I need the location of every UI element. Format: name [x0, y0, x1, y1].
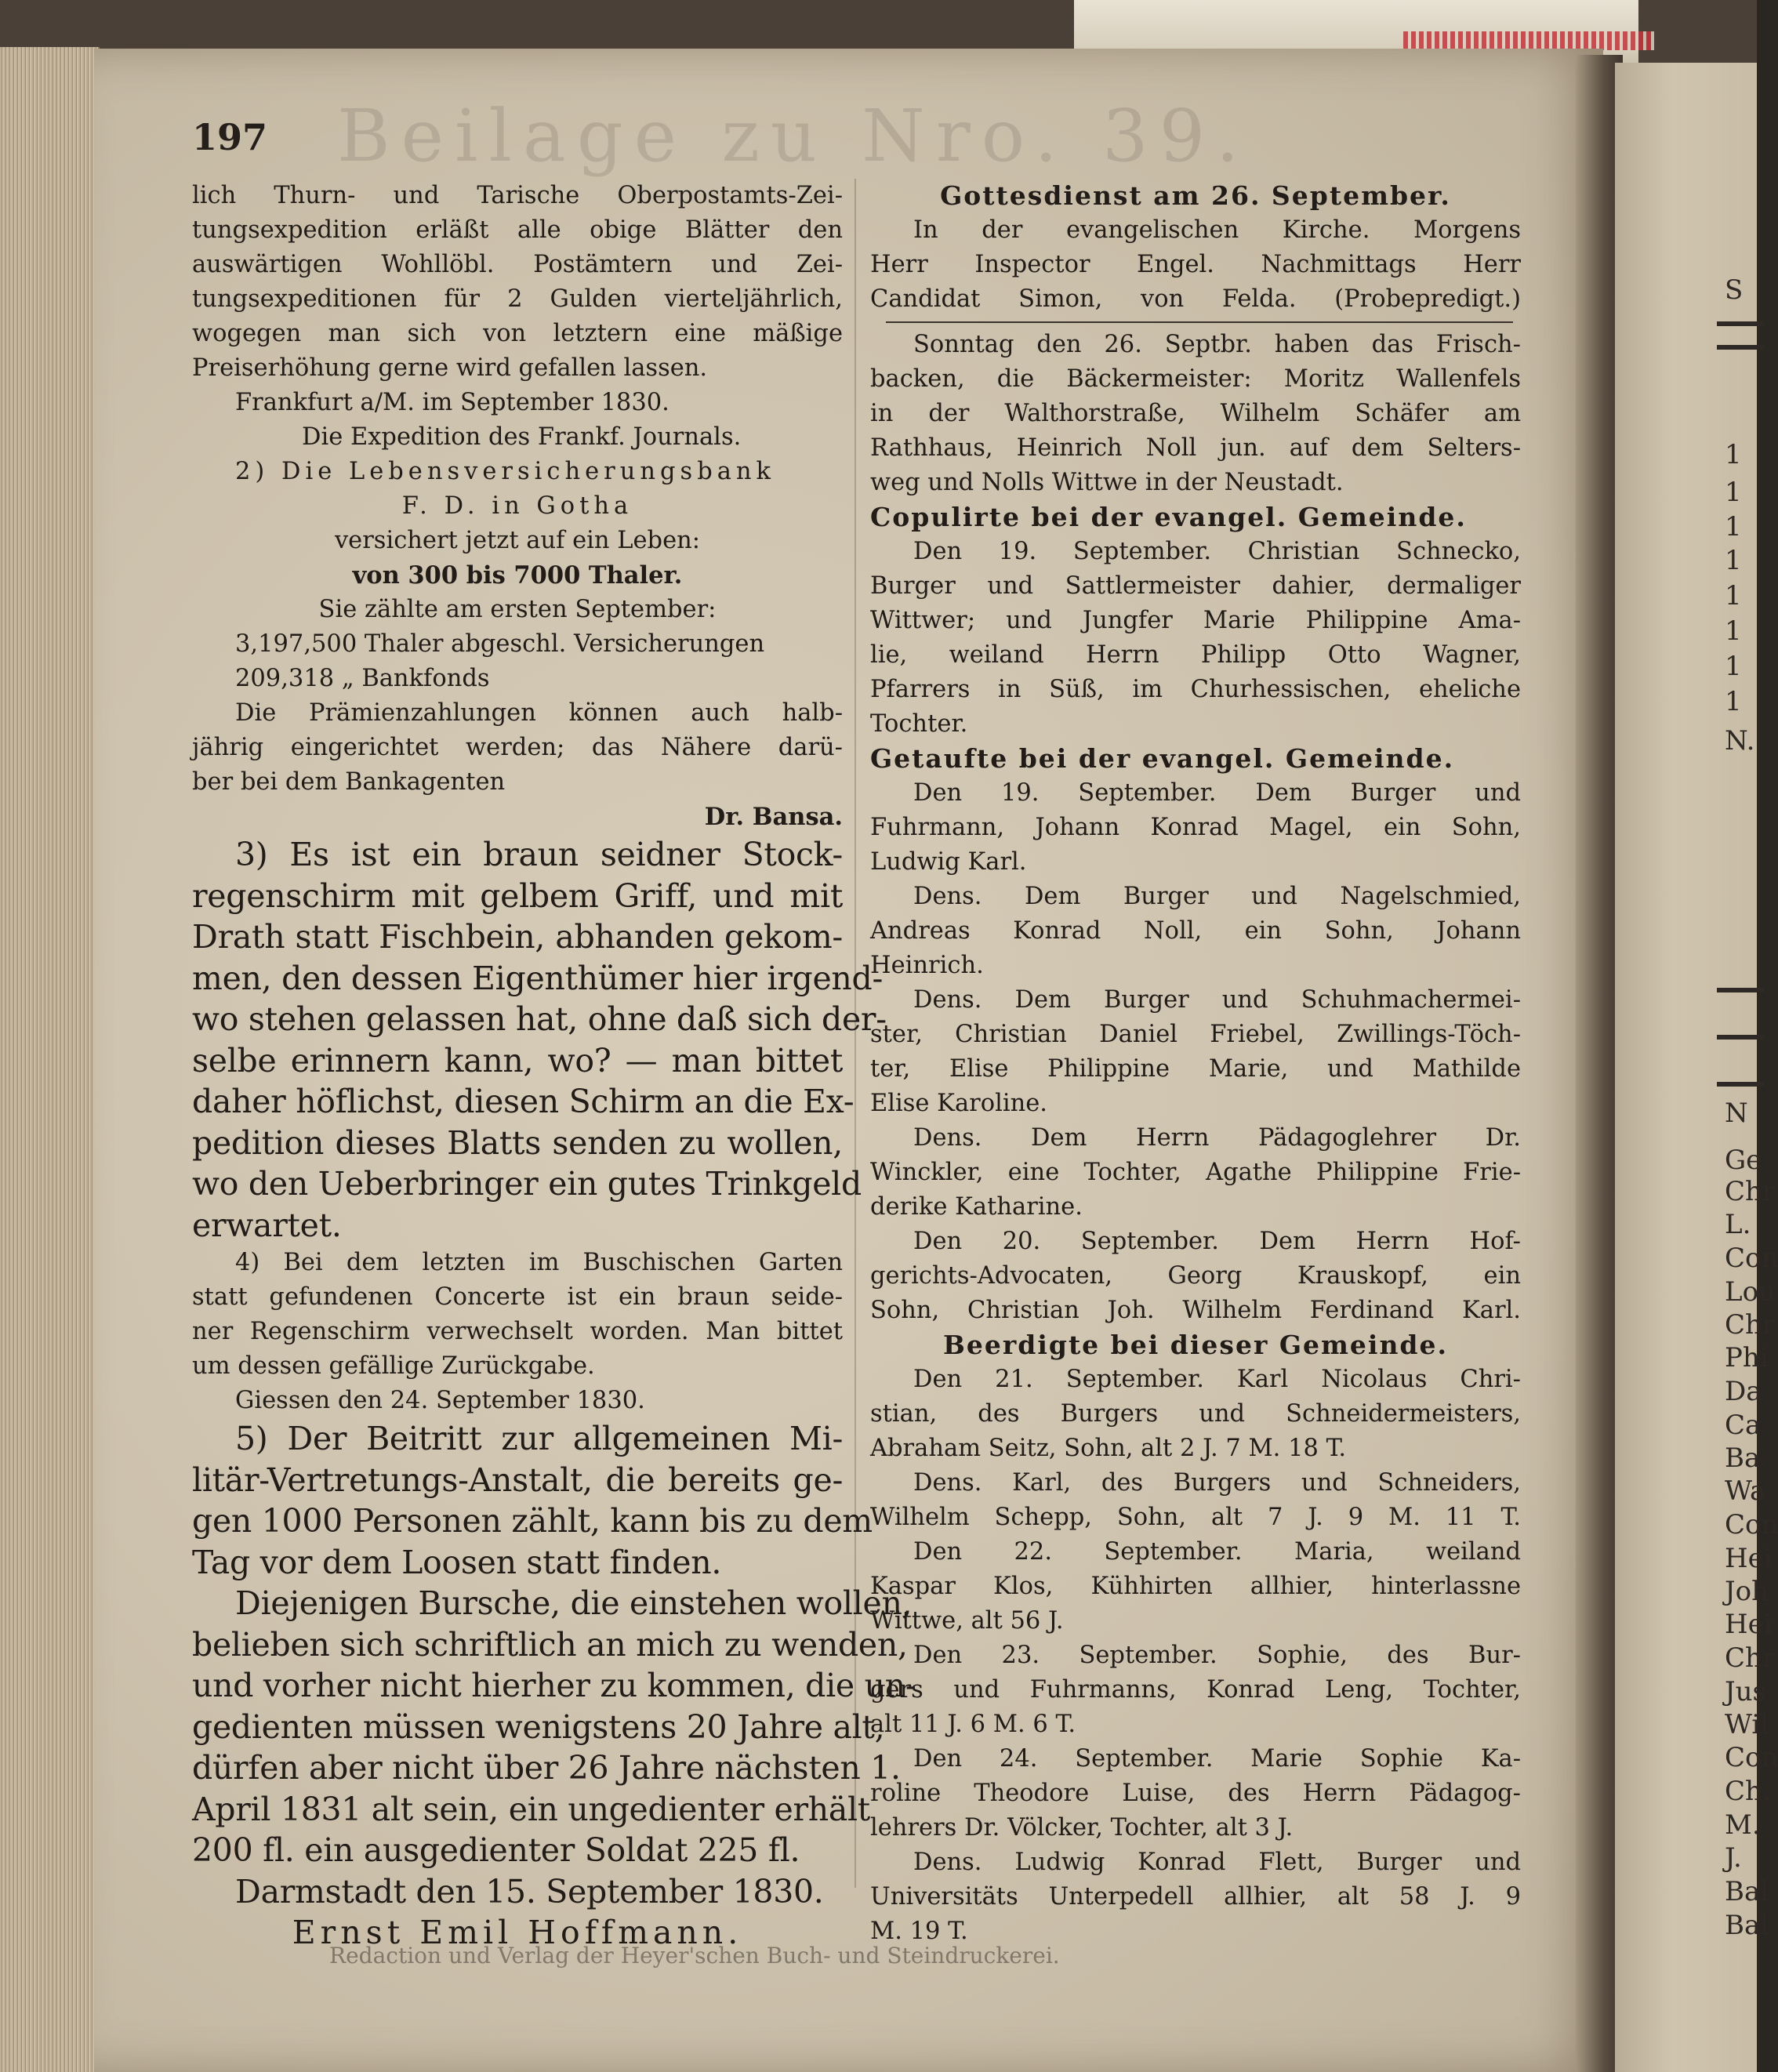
right-column-line: Dens. Karl, des Burgers und Schneiders, — [913, 1469, 1521, 1497]
right-column-line: backen, die Bäckermeister: Moritz Wallenfels — [870, 365, 1521, 393]
right-column-line: Dens. Dem Burger und Nagelschmied, — [913, 883, 1521, 910]
facing-page-text: Ch. — [1725, 1776, 1771, 1807]
right-column-line: ster, Christian Daniel Friebel, Zwillings-Töch- — [870, 1021, 1521, 1048]
right-column-line: Den 24. September. Marie Sophie Ka- — [913, 1745, 1521, 1773]
page-edges — [0, 47, 100, 2072]
left-column-line: dürfen aber nicht über 26 Jahre nächsten 1. — [192, 1749, 901, 1787]
left-column-line: um dessen gefällige Zurückgabe. — [192, 1352, 595, 1380]
left-column-line: Darmstadt den 15. September 1830. — [235, 1872, 824, 1911]
left-column-line: auswärtigen Wohllöbl. Postämtern und Zei- — [192, 251, 843, 278]
left-column-line: Preiserhöhung gerne wird gefallen lassen. — [192, 354, 708, 382]
right-column-line: gers und Fuhrmanns, Konrad Leng, Tochter, — [870, 1676, 1521, 1704]
left-column-line: ner Regenschirm verwechselt worden. Man bittet — [192, 1318, 843, 1345]
left-column — [192, 179, 916, 1954]
right-column-rule — [886, 321, 1513, 323]
left-column-line: litär-Vertretungs-Anstalt, die bereits ge- — [192, 1461, 843, 1499]
right-column-line: ter, Elise Philippine Marie, und Mathilde — [870, 1055, 1521, 1083]
facing-page-rule — [1717, 1035, 1764, 1040]
facing-page-text: L. — [1725, 1209, 1751, 1240]
facing-page-text: 1 — [1725, 545, 1742, 576]
left-column-line: gedienten müssen wenigstens 20 Jahre alt, — [192, 1707, 885, 1746]
facing-page-text: Chr — [1725, 1176, 1776, 1207]
facing-page-text: Con — [1725, 1243, 1778, 1274]
facing-page-text: Joh — [1725, 1576, 1769, 1607]
right-column-line: Den 20. September. Dem Herrn Hof- — [913, 1228, 1521, 1255]
left-column-line: gen 1000 Personen zählt, kann bis zu dem — [192, 1502, 873, 1540]
left-column-line: 3) Es ist ein braun seidner Stock- — [235, 836, 843, 873]
footer-imprint: Redaction und Verlag der Heyer'schen Buch- und Steindruckerei. — [329, 1943, 1060, 1969]
page-number: 197 — [192, 116, 268, 158]
right-column-line: gerichts-Advocaten, Georg Krauskopf, ein — [870, 1262, 1521, 1290]
right-column-line: Dens. Dem Burger und Schuhmachermei- — [913, 986, 1521, 1014]
right-column-line: Gottesdienst am 26. September. — [940, 180, 1451, 211]
left-column-line: tungsexpeditionen für 2 Gulden vierteljährlich, — [192, 285, 843, 313]
left-column-line: regenschirm mit gelbem Griff, und mit — [192, 876, 843, 915]
left-column-line: Die Expedition des Frankf. Journals. — [302, 423, 742, 451]
right-column-line: Sohn, Christian Joh. Wilhelm Ferdinand Karl. — [870, 1297, 1521, 1324]
right-column-line: Copulirte bei der evangel. Gemeinde. — [870, 502, 1467, 532]
left-column-line: erwartet. — [192, 1206, 342, 1244]
right-column-line: Den 19. September. Christian Schnecko, — [913, 538, 1521, 565]
right-column-line: Fuhrmann, Johann Konrad Magel, ein Sohn, — [870, 814, 1521, 841]
ribbon-stripe — [1403, 31, 1654, 50]
right-column-line: lie, weiland Herrn Philipp Otto Wagner, — [870, 641, 1521, 669]
left-column-line: Drath statt Fischbein, abhanden gekom- — [192, 918, 843, 956]
right-column-line: alt 11 J. 6 M. 6 T. — [870, 1711, 1076, 1738]
right-column-line: In der evangelischen Kirche. Morgens — [913, 216, 1521, 244]
right-column-line: stian, des Burgers und Schneidermeisters, — [870, 1400, 1521, 1428]
facing-page-text: Hei — [1725, 1609, 1773, 1640]
left-column-line: 209,318 „ Bankfonds — [235, 665, 490, 692]
left-column-line: 200 fl. ein ausgedienter Soldat 225 fl. — [192, 1831, 800, 1869]
facing-page-text: Bal — [1725, 1910, 1769, 1941]
facing-page-fragment — [1615, 63, 1778, 2072]
right-column-line: derike Katharine. — [870, 1193, 1083, 1221]
facing-page-text: 1 — [1725, 580, 1742, 611]
facing-page-text: Lou — [1725, 1276, 1776, 1308]
left-column-line: 3,197,500 Thaler abgeschl. Versicherungen — [235, 630, 765, 658]
left-column-line: daher höflichst, diesen Schirm an die Ex- — [192, 1083, 855, 1120]
facing-page-text: Wa — [1725, 1475, 1766, 1507]
left-column-line: wo den Ueberbringer ein gutes Trinkgeld — [192, 1165, 862, 1203]
right-column-line: Burger und Sattlermeister dahier, dermaliger — [870, 572, 1521, 600]
facing-page-text: 1 — [1725, 615, 1742, 647]
facing-page-rule — [1717, 321, 1764, 326]
right-column-line: Getaufte bei der evangel. Gemeinde. — [870, 743, 1455, 774]
facing-page-text: S — [1725, 274, 1744, 306]
facing-page-text: Ge — [1725, 1145, 1762, 1176]
left-column-line: Giessen den 24. September 1830. — [235, 1387, 645, 1414]
facing-page-text: Con — [1725, 1742, 1778, 1773]
right-column-line: Den 19. September. Dem Burger und — [913, 779, 1521, 807]
right-column-line: weg und Nolls Wittwe in der Neustadt. — [870, 469, 1344, 496]
left-column-line: wogegen man sich von letztern eine mäßige — [192, 320, 843, 347]
facing-page-text: 1 — [1725, 511, 1742, 542]
left-column-line: Tag vor dem Loosen statt finden. — [192, 1543, 722, 1581]
right-column-line: Ludwig Karl. — [870, 848, 1027, 876]
facing-page-text: N — [1725, 1098, 1748, 1129]
right-column-line: Rathhaus, Heinrich Noll jun. auf dem Selters- — [870, 434, 1521, 462]
right-column-line: roline Theodore Luise, des Herrn Pädagog- — [870, 1780, 1521, 1807]
facing-page-text: Jus — [1725, 1676, 1766, 1707]
facing-page-text: 1 — [1725, 651, 1742, 682]
facing-page-text: M. — [1725, 1809, 1761, 1841]
right-column-line: Den 22. September. Maria, weiland — [913, 1538, 1521, 1566]
left-column-line: von 300 bis 7000 Thaler. — [352, 561, 683, 590]
left-column-line: lich Thurn- und Tarische Oberpostamts-Zei- — [192, 182, 843, 209]
right-column-line: Kaspar Klos, Kühhirten allhier, hinterlassne — [870, 1573, 1521, 1600]
left-column-line: men, den dessen Eigenthümer hier irgend- — [192, 959, 884, 997]
left-column-line: belieben sich schriftlich an mich zu wenden, — [192, 1625, 908, 1664]
right-column-line: Winckler, eine Tochter, Agathe Philippine Frie- — [870, 1159, 1521, 1186]
facing-page-text: Ba — [1725, 1442, 1761, 1474]
right-column-line: Dens. Ludwig Konrad Flett, Burger und — [913, 1849, 1521, 1876]
right-column-line: M. 19 T. — [870, 1918, 968, 1945]
left-column-line: 4) Bei dem letzten im Buschischen Garten — [235, 1249, 843, 1276]
left-column-line: April 1831 alt sein, ein ungedienter erhält — [192, 1790, 870, 1828]
left-column-line: F. D. in Gotha — [401, 492, 633, 520]
right-column-line: Elise Karoline. — [870, 1090, 1047, 1117]
bleed-through-header: Beilage zu Nro. 39. — [337, 94, 1250, 178]
facing-page-text: Bal — [1725, 1876, 1769, 1907]
right-column-line: Pfarrers in Süß, im Churhessischen, eheliche — [870, 676, 1521, 703]
facing-page-text: Con — [1725, 1509, 1778, 1540]
facing-page-text: N. — [1725, 725, 1755, 757]
facing-page-text: 1 — [1725, 686, 1742, 717]
left-column-line: Ernst Emil Hoffmann. — [292, 1914, 743, 1951]
facing-page-text: Ca — [1725, 1410, 1762, 1441]
right-column-line: Candidat Simon, von Felda. (Probepredigt.) — [870, 285, 1521, 313]
right-column-line: Universitäts Unterpedell allhier, alt 58 J. 9 — [870, 1883, 1521, 1911]
facing-page-rule — [1717, 1082, 1764, 1087]
facing-page-text: J. — [1725, 1842, 1742, 1874]
right-column-line: in der Walthorstraße, Wilhelm Schäfer am — [870, 400, 1521, 427]
facing-page-rule — [1717, 988, 1764, 992]
right-column-line: Wittwer; und Jungfer Marie Philippine Ama- — [870, 607, 1521, 634]
right-column-line: Dens. Dem Herrn Pädagoglehrer Dr. — [913, 1124, 1521, 1152]
facing-page-text: Da — [1725, 1376, 1762, 1407]
facing-page-rule — [1717, 345, 1764, 350]
right-column-line: Tochter. — [870, 710, 968, 738]
left-column-line: Frankfurt a/M. im September 1830. — [235, 389, 669, 416]
left-column-line: pedition dieses Blatts senden zu wollen, — [192, 1123, 843, 1162]
facing-page-text: Chr — [1725, 1642, 1776, 1674]
left-column-line: tungsexpedition erläßt alle obige Blätter den — [192, 216, 843, 244]
left-column-line: Sie zählte am ersten September: — [318, 596, 717, 623]
right-column-line: Abraham Seitz, Sohn, alt 2 J. 7 M. 18 T. — [870, 1435, 1347, 1462]
left-column-line: statt gefundenen Concerte ist ein braun seide- — [192, 1283, 843, 1311]
right-column-line: Wittwe, alt 56 J. — [870, 1607, 1064, 1635]
right-column-line: Sonntag den 26. Septbr. haben das Frisch- — [913, 331, 1521, 358]
right-column-line: Beerdigte bei dieser Gemeinde. — [942, 1330, 1448, 1360]
facing-page-text: Phi — [1725, 1342, 1769, 1373]
right-column-line: Wilhelm Schepp, Sohn, alt 7 J. 9 M. 11 T. — [870, 1504, 1521, 1531]
facing-page-text: Chr — [1725, 1309, 1776, 1341]
right-column-line: lehrers Dr. Völcker, Tochter, alt 3 J. — [870, 1814, 1294, 1842]
left-column-line: und vorher nicht hierher zu kommen, die un- — [192, 1667, 916, 1704]
facing-page-text: Wil — [1725, 1709, 1769, 1740]
right-column-line: Den 21. September. Karl Nicolaus Chri- — [913, 1366, 1521, 1393]
left-column-line: Diejenigen Bursche, die einstehen wollen, — [235, 1584, 913, 1622]
left-column-line: Dr. Bansa. — [704, 803, 843, 831]
left-column-line: jährig eingerichtet werden; das Nähere darü- — [192, 734, 843, 761]
right-column-line: Den 23. September. Sophie, des Bur- — [913, 1642, 1521, 1669]
right-column — [870, 179, 1521, 1949]
right-column-line: Herr Inspector Engel. Nachmittags Herr — [870, 251, 1521, 278]
right-column-line: Andreas Konrad Noll, ein Sohn, Johann — [870, 917, 1521, 945]
left-column-line: ber bei dem Bankagenten — [192, 768, 506, 796]
left-column-line: 5) Der Beitritt zur allgemeinen Mi- — [235, 1420, 843, 1457]
facing-page-text: 1 — [1725, 477, 1742, 508]
left-column-line: 2) Die Lebensversicherungsbank — [235, 458, 776, 485]
facing-page-text: 1 — [1725, 439, 1742, 470]
left-column-line: versichert jetzt auf ein Leben: — [334, 527, 701, 554]
facing-page-text: Hei — [1725, 1543, 1773, 1574]
left-column-line: wo stehen gelassen hat, ohne daß sich der- — [192, 1000, 887, 1038]
left-column-line: Die Prämienzahlungen können auch halb- — [235, 699, 843, 727]
left-column-line: selbe erinnern kann, wo? — man bittet — [192, 1041, 843, 1080]
right-column-line: Heinrich. — [870, 952, 984, 979]
